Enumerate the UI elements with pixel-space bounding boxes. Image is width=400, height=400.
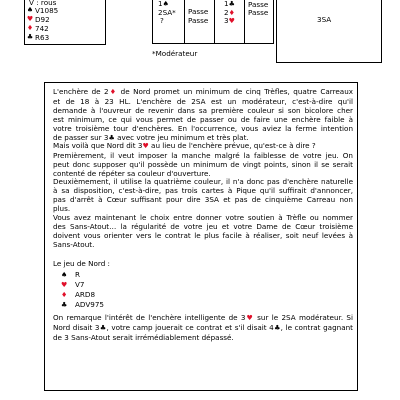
bid-column-4 [248, 0, 268, 18]
text-line: et de 18 à 23 HL. L'enchère de 2SA est un modérateur, c'est-à-dire qu'il [53, 97, 353, 106]
bid-item: 2♦ [224, 7, 235, 17]
heart-icon: ♥ [245, 314, 254, 322]
spade-icon: ♠ [26, 6, 34, 14]
text-line: des Sans-Atout… la régularité de votre jeu et votre Dame de Cœur troisième [53, 222, 353, 231]
text-line: est minimum, ce qui vous permet de passer ou de faire une enchère faible à [53, 115, 353, 124]
text-line: Mais voilà que Nord dit 3♥ au lieu de l'enchère prévue, qu'est-ce à dire ? [53, 141, 316, 150]
south-hand-row-clubs: ♣ R63 [26, 33, 50, 42]
text-line: Deuxièmement, il utilise la quatrième couleur, il n'a donc pas d'enchère naturelle [53, 177, 353, 186]
south-hand-row-hearts: ♥ D92 [26, 15, 50, 24]
text-line: Vous avez maintenant le choix entre donner votre soutien à Trèfle ou nommer [53, 213, 353, 222]
heart-icon: ♥ [61, 281, 68, 289]
text-line: contenté de répéter sa couleur d'ouverture. [53, 169, 211, 178]
text-line: Premièrement, il veut imposer la manche malgré la faiblesse de votre jeu. On [53, 151, 353, 160]
bid-column-1 [158, 0, 176, 26]
paragraph-1 [53, 87, 353, 143]
bid-item: Passe [248, 0, 269, 9]
text-line: pas d'arrêt à Cœur suffisant pour dire 3SA et pas de cinquième Carreau non [53, 195, 353, 204]
text-line: On remarque l'intérêt de l'enchère intelligente de 3♥ sur le 2SA modérateur. Si [53, 313, 353, 322]
bid-column-3 [224, 0, 235, 26]
bid-item: ? [160, 16, 164, 25]
bid-item: 1♣ [224, 0, 235, 8]
club-icon: ♣ [228, 0, 235, 8]
text-line: demande à l'ouvreur de revenir dans sa première couleur si son bicolore cher [53, 106, 353, 115]
club-icon: ♣ [108, 134, 115, 142]
text-line: peut donc supposer qu'il possède un minimum de vingt points, sinon il se serait [53, 160, 353, 169]
bidding-box [152, 0, 274, 44]
text-line: plus. [53, 204, 71, 213]
text-line: de 3 Sans-Atout serait irrémédiablement dépassé. [53, 333, 234, 342]
text-line: L'enchère de 2♦ de Nord promet un minimum de cinq Trèfles, quatre Carreaux [53, 87, 353, 96]
north-hand-row-spades: ♠ R [61, 270, 80, 279]
paragraph-4 [53, 213, 353, 249]
south-hand-label: V : rous [29, 0, 57, 7]
paragraph-5 [53, 313, 353, 342]
club-icon: ♣ [99, 324, 107, 332]
club-icon: ♣ [26, 33, 34, 41]
heart-icon: ♥ [26, 15, 34, 23]
text-line: de passer sur 3♣ avec votre jeu minimum et très plat. [53, 133, 249, 142]
north-hand-list [61, 270, 104, 310]
bid-item: 3♥ [224, 16, 235, 25]
north-hand-row-clubs: ♣ ADV975 [61, 300, 104, 309]
bid-item: 1♠ [158, 0, 169, 8]
bid-item: Passe [248, 8, 269, 17]
text-line: doivent vous orienter vers le contrat le plus facile à réaliser, soit neuf levées à [53, 231, 353, 240]
text-line: Nord disait 3♣, votre camp jouerait ce contrat et s'il disait 4♣, le contrat gagnant [53, 323, 353, 332]
north-hand-row-hearts: ♥ V7 [61, 280, 85, 289]
south-hand-box [24, 0, 106, 45]
north-hand-title: Le jeu de Nord : [53, 259, 110, 268]
south-hand-row-diamonds: ♦ 742 [26, 24, 49, 33]
north-hand-row-diamonds: ♦ ARD8 [61, 290, 96, 299]
diamond-icon: ♦ [228, 8, 235, 17]
footnote: *Modérateur [152, 49, 198, 58]
heart-icon: ♥ [142, 142, 149, 150]
club-icon: ♣ [273, 324, 281, 332]
south-hand-row-spades: ♠ V1085 [26, 6, 59, 15]
diamond-icon: ♦ [26, 24, 34, 32]
contract-label: 3SA [317, 15, 332, 24]
text-line: votre troisième tour d'enchères. En l'occurrence, vous aviez la ferme intention [53, 124, 353, 133]
paragraph-2 [53, 141, 353, 178]
bid-item: Passe [188, 7, 209, 16]
spade-icon: ♠ [162, 0, 169, 8]
spade-icon: ♠ [61, 271, 68, 279]
heart-icon: ♥ [228, 17, 235, 25]
club-icon: ♣ [61, 301, 68, 309]
bid-item: Passe [188, 15, 209, 25]
text-line: à sa disposition, c'est-à-dire, pas trois cartes à Pique qu'il suffirait d'annoncer, [53, 186, 353, 195]
bid-item: 2SA* [158, 7, 176, 17]
text-line: Sans-Atout. [53, 240, 95, 249]
diamond-icon: ♦ [108, 88, 118, 96]
diamond-icon: ♦ [61, 291, 68, 299]
article-box [44, 82, 358, 391]
contract-box [276, 0, 382, 63]
paragraph-3 [53, 177, 353, 213]
bid-column-2 [188, 8, 208, 25]
